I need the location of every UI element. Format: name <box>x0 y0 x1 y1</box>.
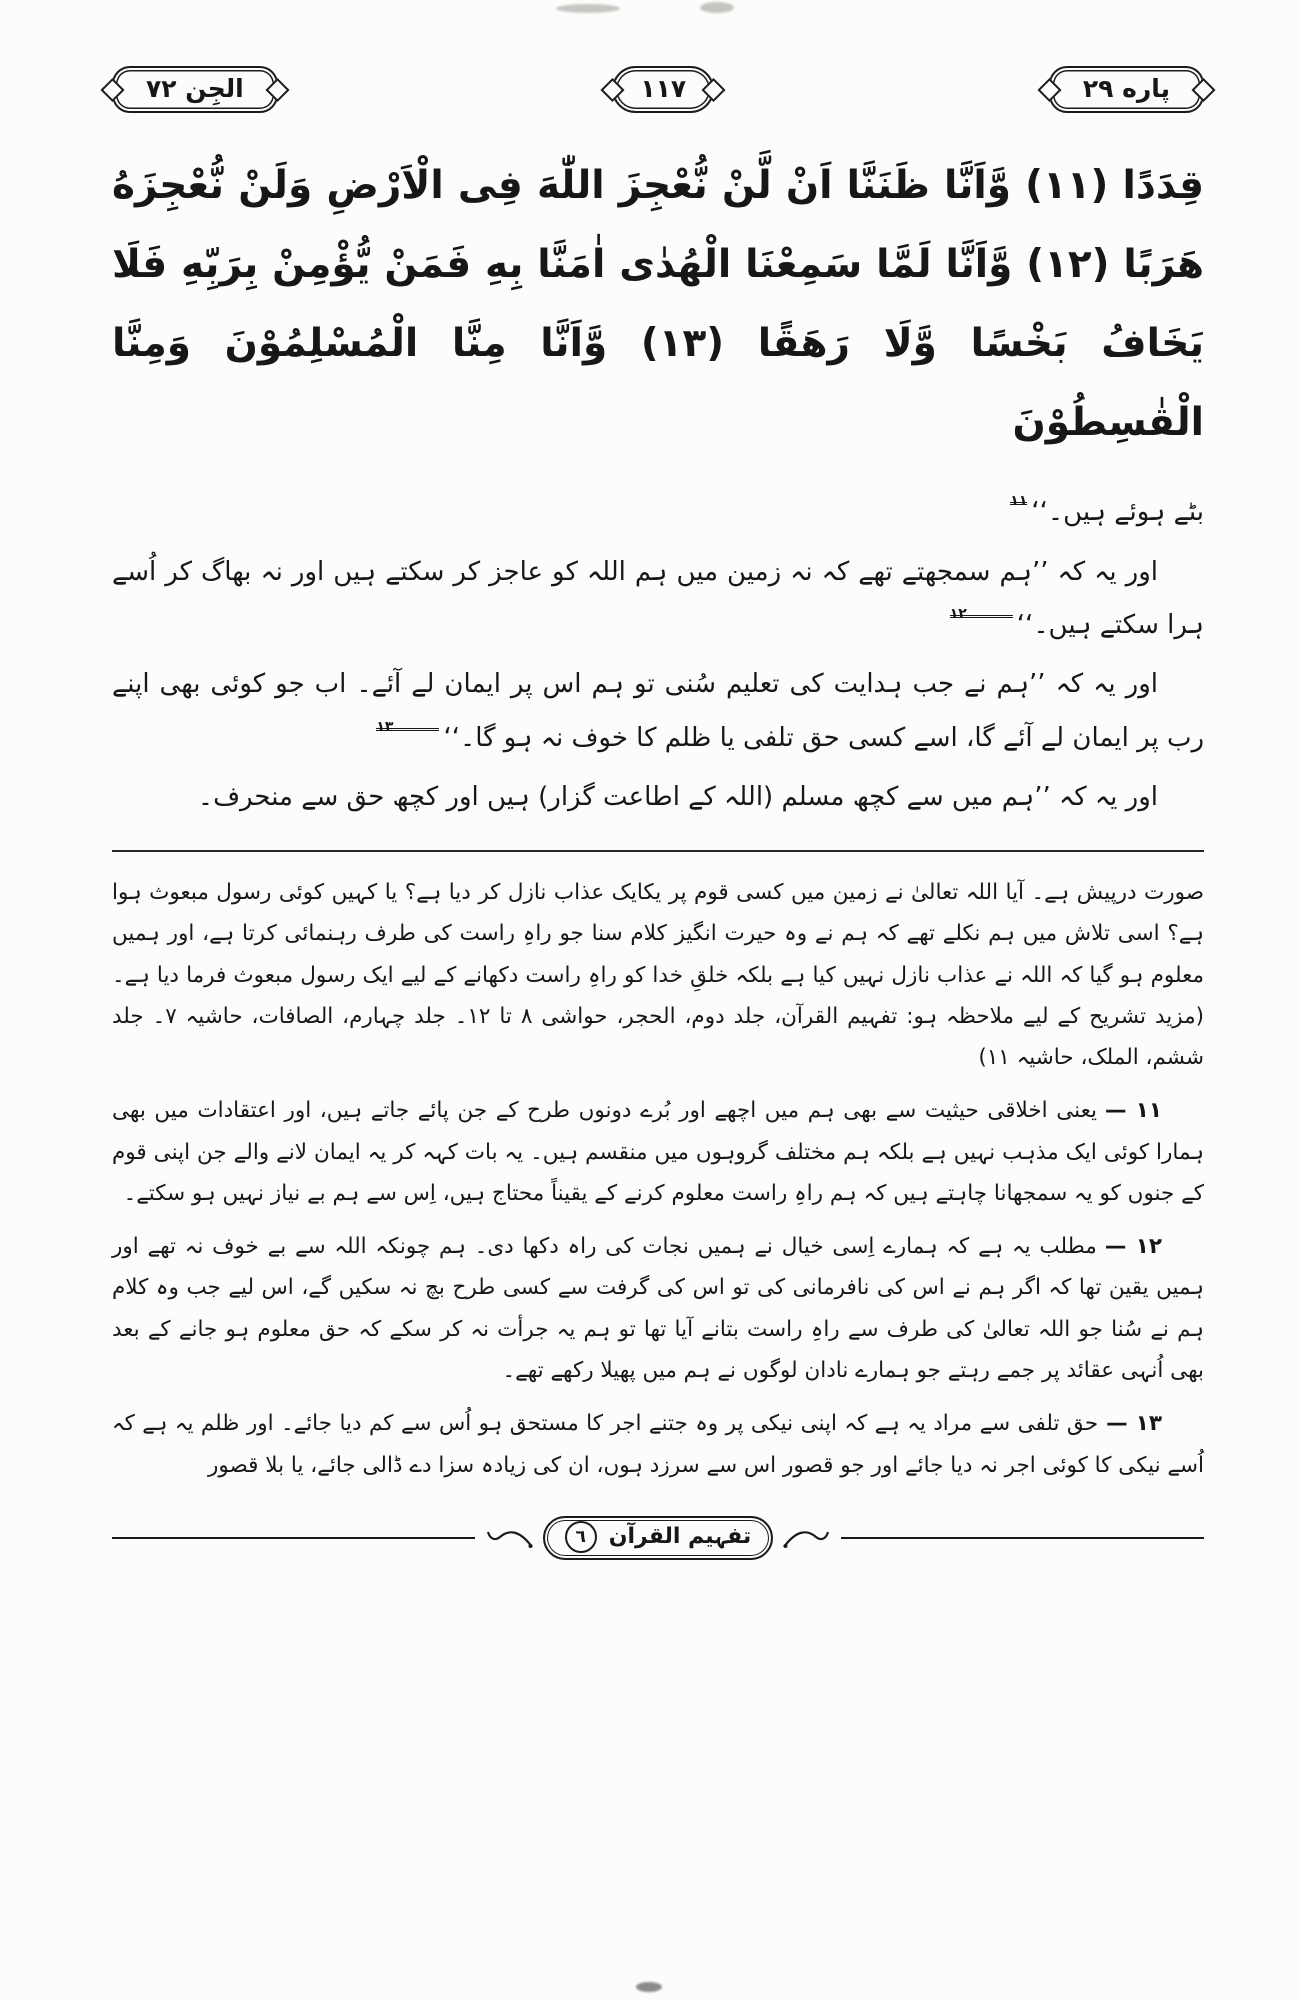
footnote-number: ۱۳ — <box>1106 1411 1162 1437</box>
translation-text: بٹے ہوئے ہیں۔‘‘ <box>1031 497 1204 528</box>
footnote-ref-12: ۱۲ <box>950 614 1013 618</box>
page-number-label: ١١٧ <box>640 74 687 103</box>
footnote-text: صورت درپیش ہے۔ آیا اللہ تعالیٰ نے زمین میں کسی قوم پر یکایک عذاب نازل کر دیا ہے؟ یا کہیں کوئی رسول مبعوث ہوا ہے؟ اسی تلاش میں ہم نکلے تھے کہ ہم نے وہ حیرت انگیز کلام سنا جو راہِ راست کی طرف رہنمائی کرتا ہے، اور ہمیں معلوم ہو گیا کہ اللہ نے عذاب نازل نہیں کیا ہے بلکہ خلقِ خدا کو راہِ راست دکھانے کے لیے ایک رسول مبعوث فرما دیا ہے۔ (مزید تشریح کے لیے ملاحظہ ہو: تفہیم القرآن، جلد دوم، الحجر، حواشی ۸ تا ۱۲۔ جلد چہارم، الصافات، حاشیہ ۷۔ جلد ششم، الملک، حاشیہ ۱۱) <box>112 880 1204 1071</box>
translation-paragraph <box>112 486 1204 539</box>
footnote-number: ۱۲ — <box>1104 1234 1162 1260</box>
flourish-icon <box>487 1527 533 1549</box>
para-number-cartouche <box>1049 66 1204 113</box>
page-number-cartouche <box>612 66 714 113</box>
surah-name-label: الجِن ۷۲ <box>146 74 244 103</box>
footnote-paragraph <box>112 1226 1204 1391</box>
volume-number: ٦ <box>565 1521 597 1553</box>
translation-paragraph <box>112 546 1204 653</box>
scan-artifact <box>556 4 620 13</box>
footnote-paragraph <box>112 1090 1204 1214</box>
translation-paragraph <box>112 658 1204 765</box>
footnote-text: حق تلفی سے مراد یہ ہے کہ اپنی نیکی پر وہ جتنے اجر کا مستحق ہو اُس سے کم دیا جائے۔ اور ظلم یہ ہے کہ اُسے نیکی کا کوئی اجر نہ دیا جائے اور جو قصور اس سے سرزد ہوں، ان کی زیادہ سزا دے ڈالی جائے، یا بلا قصور <box>112 1411 1204 1478</box>
commentary-block <box>112 872 1204 1486</box>
footer-rule <box>112 1537 475 1539</box>
footer-emblem <box>475 1516 842 1560</box>
footnote-text: یعنی اخلاقی حیثیت سے بھی ہم میں اچھے اور بُرے دونوں طرح کے جن پائے جاتے ہیں، اور اعتقادات میں بھی ہمارا کوئی ایک مذہب نہیں ہے بلکہ ہم مختلف گروہوں میں منقسم ہیں۔ یہ بات کہہ کر یہ ایمان لانے والے جن اپنی قوم کے جنوں کو یہ سمجھانا چاہتے ہیں کہ ہم راہِ راست معلوم کرنے کے یقیناً محتاج ہیں، اِس سے ہم بے نیاز نہیں ہو سکتے۔ <box>112 1098 1204 1206</box>
flourish-icon <box>783 1527 829 1549</box>
section-divider <box>112 850 1204 852</box>
scan-artifact <box>700 2 734 13</box>
para-number-label: پاره ۲۹ <box>1082 74 1170 103</box>
quran-line-2: هَرَبًا (۱۲) وَّاَنَّا لَمَّا سَمِعْنَا الْهُدٰی اٰمَنَّا بِهِ فَمَنْ یُّؤْمِنْ بِرَبِّهِ فَلَا <box>112 242 1204 288</box>
quran-line-1: قِدَدًا (۱۱) وَّاَنَّا ظَنَنَّا اَنْ لَّنْ نُّعْجِزَ اللّٰهَ فِی الْاَرْضِ وَلَنْ نُّعْجِزَهُ <box>112 163 1204 209</box>
footnote-ref-11: ۱۱ <box>1010 493 1028 510</box>
page-footer <box>112 1516 1204 1560</box>
quran-line-3: یَخَافُ بَخْسًا وَّلَا رَهَقًا (۱۳) وَّاَنَّا مِنَّا الْمُسْلِمُوْنَ وَمِنَّا الْقٰسِطُوْنَ <box>112 320 1205 445</box>
translation-text: اور یہ کہ ’’ہم سمجھتے تھے کہ نہ زمین میں ہم اللہ کو عاجز کر سکتے ہیں اور نہ بھاگ کر اُسے ہرا سکتے ہیں۔‘‘ <box>112 556 1204 640</box>
translation-paragraph <box>112 771 1204 824</box>
translation-block <box>112 486 1204 824</box>
translation-text: اور یہ کہ ’’ہم نے جب ہدایت کی تعلیم سُنی تو ہم اس پر ایمان لے آئے۔ اب جو کوئی بھی اپنے رب پر ایمان لے آئے گا، اسے کسی حق تلفی یا ظلم کا خوف نہ ہو گا۔‘‘ <box>112 669 1204 753</box>
emblem-core <box>543 1516 774 1560</box>
footnote-ref-13: ۱۳ <box>376 727 439 731</box>
footnote-paragraph <box>112 1403 1204 1486</box>
footer-rule <box>841 1537 1204 1539</box>
footnote-paragraph <box>112 872 1204 1078</box>
footnote-text: مطلب یہ ہے کہ ہمارے اِسی خیال نے ہمیں نجات کی راہ دکھا دی۔ ہم چونکہ اللہ سے بے خوف نہ تھے اور ہمیں یقین تھا کہ اگر ہم نے اس کی نافرمانی کی تو اس کی گرفت سے کسی طرح بچ نہ سکیں گے، اس لیے جب وہ کلام ہم نے سُنا جو اللہ تعالیٰ کی طرف سے راہِ راست بتانے آیا تھا تو ہم یہ جرأت نہ کر سکے کہ حق معلوم ہو جانے کے بعد بھی اُنہی عقائد پر جمے رہتے جو ہمارے نادان لوگوں نے ہم میں پھیلا رکھے تھے۔ <box>112 1234 1204 1384</box>
quran-text-block <box>112 147 1204 462</box>
book-title: تفہیم القرآن <box>608 1524 752 1550</box>
translation-text: اور یہ کہ ’’ہم میں سے کچھ مسلم (اللہ کے اطاعت گزار) ہیں اور کچھ حق سے منحرف۔ <box>197 781 1158 812</box>
page-header <box>112 66 1204 113</box>
footnote-number: ۱۱ — <box>1104 1098 1162 1124</box>
surah-name-cartouche <box>112 66 278 113</box>
scan-artifact <box>636 1982 662 1992</box>
